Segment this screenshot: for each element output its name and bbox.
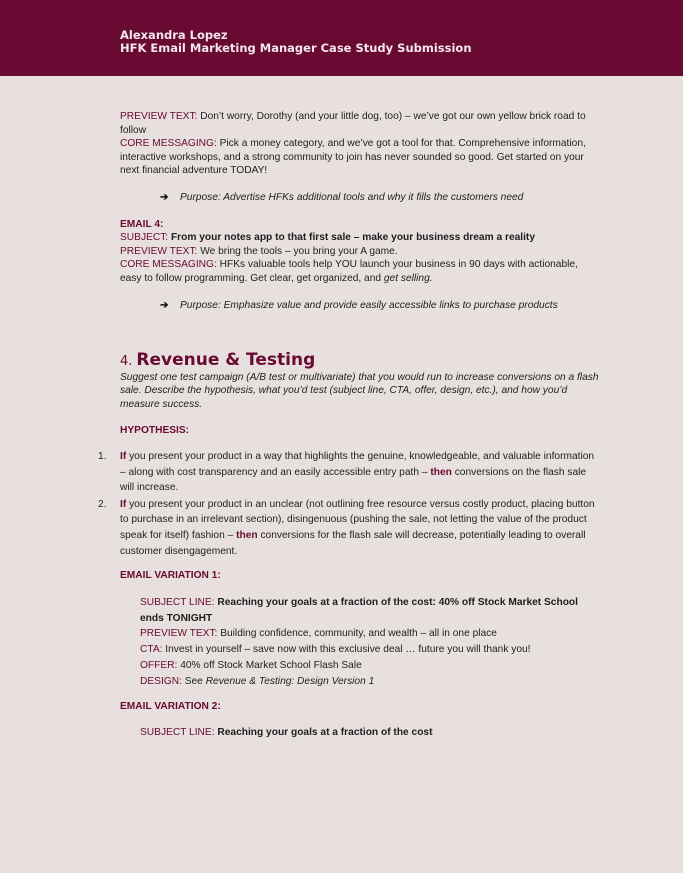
variation1-heading: EMAIL VARIATION 1: <box>120 570 221 582</box>
variation1-subject: SUBJECT LINE: Reaching your goals at a fraction of the cost: 40% off Stock Market School ends TONIGHT <box>140 596 578 624</box>
preview-text: Don’t worry, Dorothy (and your little dog, too) – we’ve got our own yellow brick road to follow <box>120 111 586 136</box>
email4-purpose: ➔ Purpose: Emphasize value and provide easily accessible links to purchase products <box>160 299 558 311</box>
core-text: Pick a money category, and we’ve got a tool for that. Comprehensive information, interactive workshops, and a strong community to join has never sounded so good. Get started on your next financial adventure TODAY! <box>120 138 586 177</box>
header-banner <box>0 0 683 76</box>
hypothesis-list <box>98 449 600 559</box>
email3-core <box>120 137 600 178</box>
variation1-cta: CTA: Invest in yourself – save now with this exclusive deal … future you will thank you! <box>140 644 531 656</box>
email3-preview <box>120 110 600 137</box>
variation1-preview: PREVIEW TEXT: Building confidence, community, and wealth – all in one place <box>140 628 497 640</box>
variation1-offer: OFFER: 40% off Stock Market School Flash Sale <box>140 660 362 672</box>
arrow-icon: ➔ <box>160 191 169 203</box>
preview-label: PREVIEW TEXT: <box>120 111 198 122</box>
section-title: 4. Revenue & Testing <box>120 350 316 371</box>
variation1-design: DESIGN: See Revenue & Testing: Design Version 1 <box>140 675 375 687</box>
email4-core: CORE MESSAGING: HFKs valuable tools help YOU launch your business in 90 days with actionable, easy to follow programming. Get clear, get organized, and get selling. <box>120 259 578 284</box>
section-intro: Suggest one test campaign (A/B test or multivariate) that you would run to increase conversions on a flash sale. Describe the hypothesis, what you’d test (subject line, CTA, offer, design, etc.), and how you’d measure success. <box>120 371 599 410</box>
hypothesis-label: HYPOTHESIS: <box>120 424 190 436</box>
variation1-details <box>140 595 600 690</box>
variation2-details <box>140 725 600 741</box>
document-body <box>98 110 600 741</box>
email3-purpose: ➔ Purpose: Advertise HFKs additional tools and why it fills the customers need <box>160 191 524 203</box>
variation2-heading: EMAIL VARIATION 2: <box>120 700 221 712</box>
email4-subject: SUBJECT: From your notes app to that first sale – make your business dream a reality <box>120 232 535 244</box>
author-name: Alexandra Lopez <box>120 28 228 42</box>
email4-preview: PREVIEW TEXT: We bring the tools – you bring your A game. <box>120 245 398 257</box>
document-subtitle: HFK Email Marketing Manager Case Study Submission <box>120 41 472 55</box>
variation2-subject: SUBJECT LINE: Reaching your goals at a fraction of the cost <box>140 727 433 739</box>
arrow-icon: ➔ <box>160 299 169 311</box>
list-item: 2. If you present your product in an unclear (not outlining free resource versus costly product, placing button to purchase in an irrelevant section), disingenuous (pushing the sale, not letting the value of the product speak for itself) fashion – then conversions for the flash sale will decrease, potentially leading to overall customer disengagement. <box>98 498 595 557</box>
list-item: 1. If you present your product in a way that highlights the genuine, knowledgeable, and valuable information – along with cost transparency and an easily accessible entry path – then conversions on the flash sale will increase. <box>98 451 595 494</box>
core-label: CORE MESSAGING: <box>120 138 217 150</box>
email4-heading: EMAIL 4: <box>120 218 164 230</box>
